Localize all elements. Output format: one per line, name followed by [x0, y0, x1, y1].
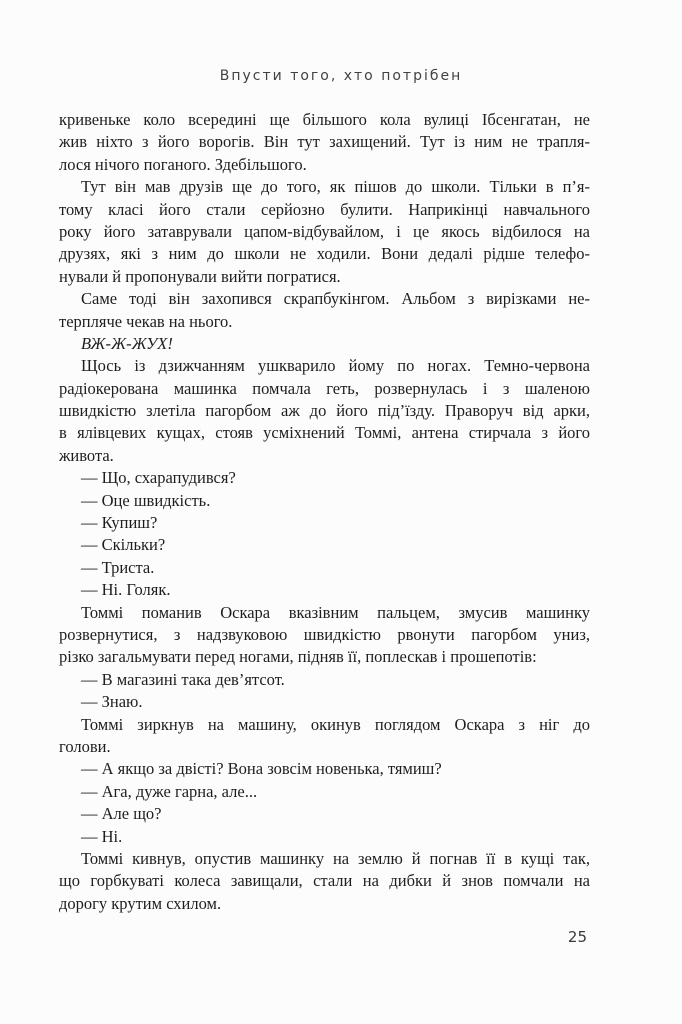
text-line: — Скільки? [81, 535, 166, 555]
paragraph [59, 333, 590, 355]
dialogue-line [59, 803, 590, 825]
dialogue-line [59, 534, 590, 556]
text-line: року його затаврували цапом-відбувайлом, і це якось відбилося на [59, 221, 590, 241]
text-block [59, 109, 590, 915]
text-line: — Купиш? [81, 513, 158, 533]
paragraph [59, 602, 590, 669]
text-line: кривеньке коло всередині ще більшого кола вулиці Ібсенгатан, не [59, 110, 590, 129]
paragraph [59, 176, 590, 288]
text-line: швидкістю злетіла пагорбом аж до його під’їзду. Праворуч від арки, [59, 401, 590, 421]
text-line: тому класі його стали серйозно булити. Наприкінці навчального [59, 199, 590, 219]
text-line: лося нічого поганого. Здебільшого. [59, 154, 307, 174]
text-line: — Знаю. [81, 692, 143, 712]
paragraph [59, 109, 590, 176]
text-line: — А якщо за двісті? Вона зовсім новенька, тямиш? [81, 759, 442, 779]
text-line: — Але що? [81, 804, 162, 824]
text-line: Тут він мав друзів ще до того, як пішов до школи. Тільки в п’я- [81, 177, 590, 197]
page-number: 25 [567, 928, 587, 946]
text-line: — Ні. Голяк. [81, 580, 171, 600]
dialogue-line [59, 512, 590, 534]
text-line: жив ніхто з його ворогів. Він тут захищений. Тут із ним не трапля- [59, 132, 590, 152]
text-line: ВЖ-Ж-ЖУХ! [81, 333, 173, 353]
text-line: що горбкуваті колеса завищали, стали на дибки й знов помчали на [59, 871, 590, 891]
text-line: — Ага, дуже гарна, але... [81, 781, 258, 801]
dialogue-line [59, 579, 590, 601]
text-line: — Що, схарапудився? [81, 468, 236, 488]
text-line: Щось із дзижчанням ушкварило йому по ногах. Темно-червона [81, 356, 590, 376]
text-line: радіокерована машинка помчала геть, розвернулась і з шаленою [59, 378, 590, 398]
dialogue-line [59, 826, 590, 848]
dialogue-line [59, 467, 590, 489]
text-line: терпляче чекав на нього. [59, 311, 233, 331]
paragraph [59, 848, 590, 915]
dialogue-line [59, 781, 590, 803]
text-line: Томмі зиркнув на машину, окинув поглядом Оскара з ніг до [81, 714, 590, 734]
text-line: в ялівцевих кущах, стояв усміхнений Томмі, антена стирчала з його [59, 423, 590, 443]
running-header: Впусти того, хто потрібен [219, 68, 463, 84]
paragraph [59, 714, 590, 759]
text-line: — Ні. [81, 826, 123, 846]
text-line: — В магазині така дев’ятсот. [81, 669, 285, 689]
text-line: Томмі кивнув, опустив машинку на землю й погнав її в кущі так, [81, 848, 590, 868]
dialogue-line [59, 490, 590, 512]
text-line: голови. [59, 736, 111, 756]
dialogue-line [59, 758, 590, 780]
text-line: дорогу крутим схилом. [59, 893, 222, 913]
text-line: Томмі поманив Оскара вказівним пальцем, змусив машинку [81, 602, 590, 622]
text-line: — Оце швидкість. [81, 490, 211, 510]
dialogue-line [59, 669, 590, 691]
dialogue-line [59, 691, 590, 713]
text-line: розвернутися, з надзвуковою швидкістю рвонути пагорбом униз, [59, 624, 590, 644]
dialogue-line [59, 557, 590, 579]
text-line: Саме тоді він захопився скрапбукінгом. Альбом з вирізками не- [81, 289, 590, 309]
text-line: різко загальмувати перед ногами, підняв її, поплескав і прошепотів: [59, 647, 537, 667]
text-line: нували й пропонували вийти погратися. [59, 266, 341, 286]
text-line: друзях, які з ним до школи не ходили. Вони дедалі рідше телефо- [59, 244, 590, 264]
text-line: — Триста. [81, 557, 155, 577]
paragraph [59, 288, 590, 333]
paragraph [59, 355, 590, 467]
text-line: живота. [59, 445, 114, 465]
